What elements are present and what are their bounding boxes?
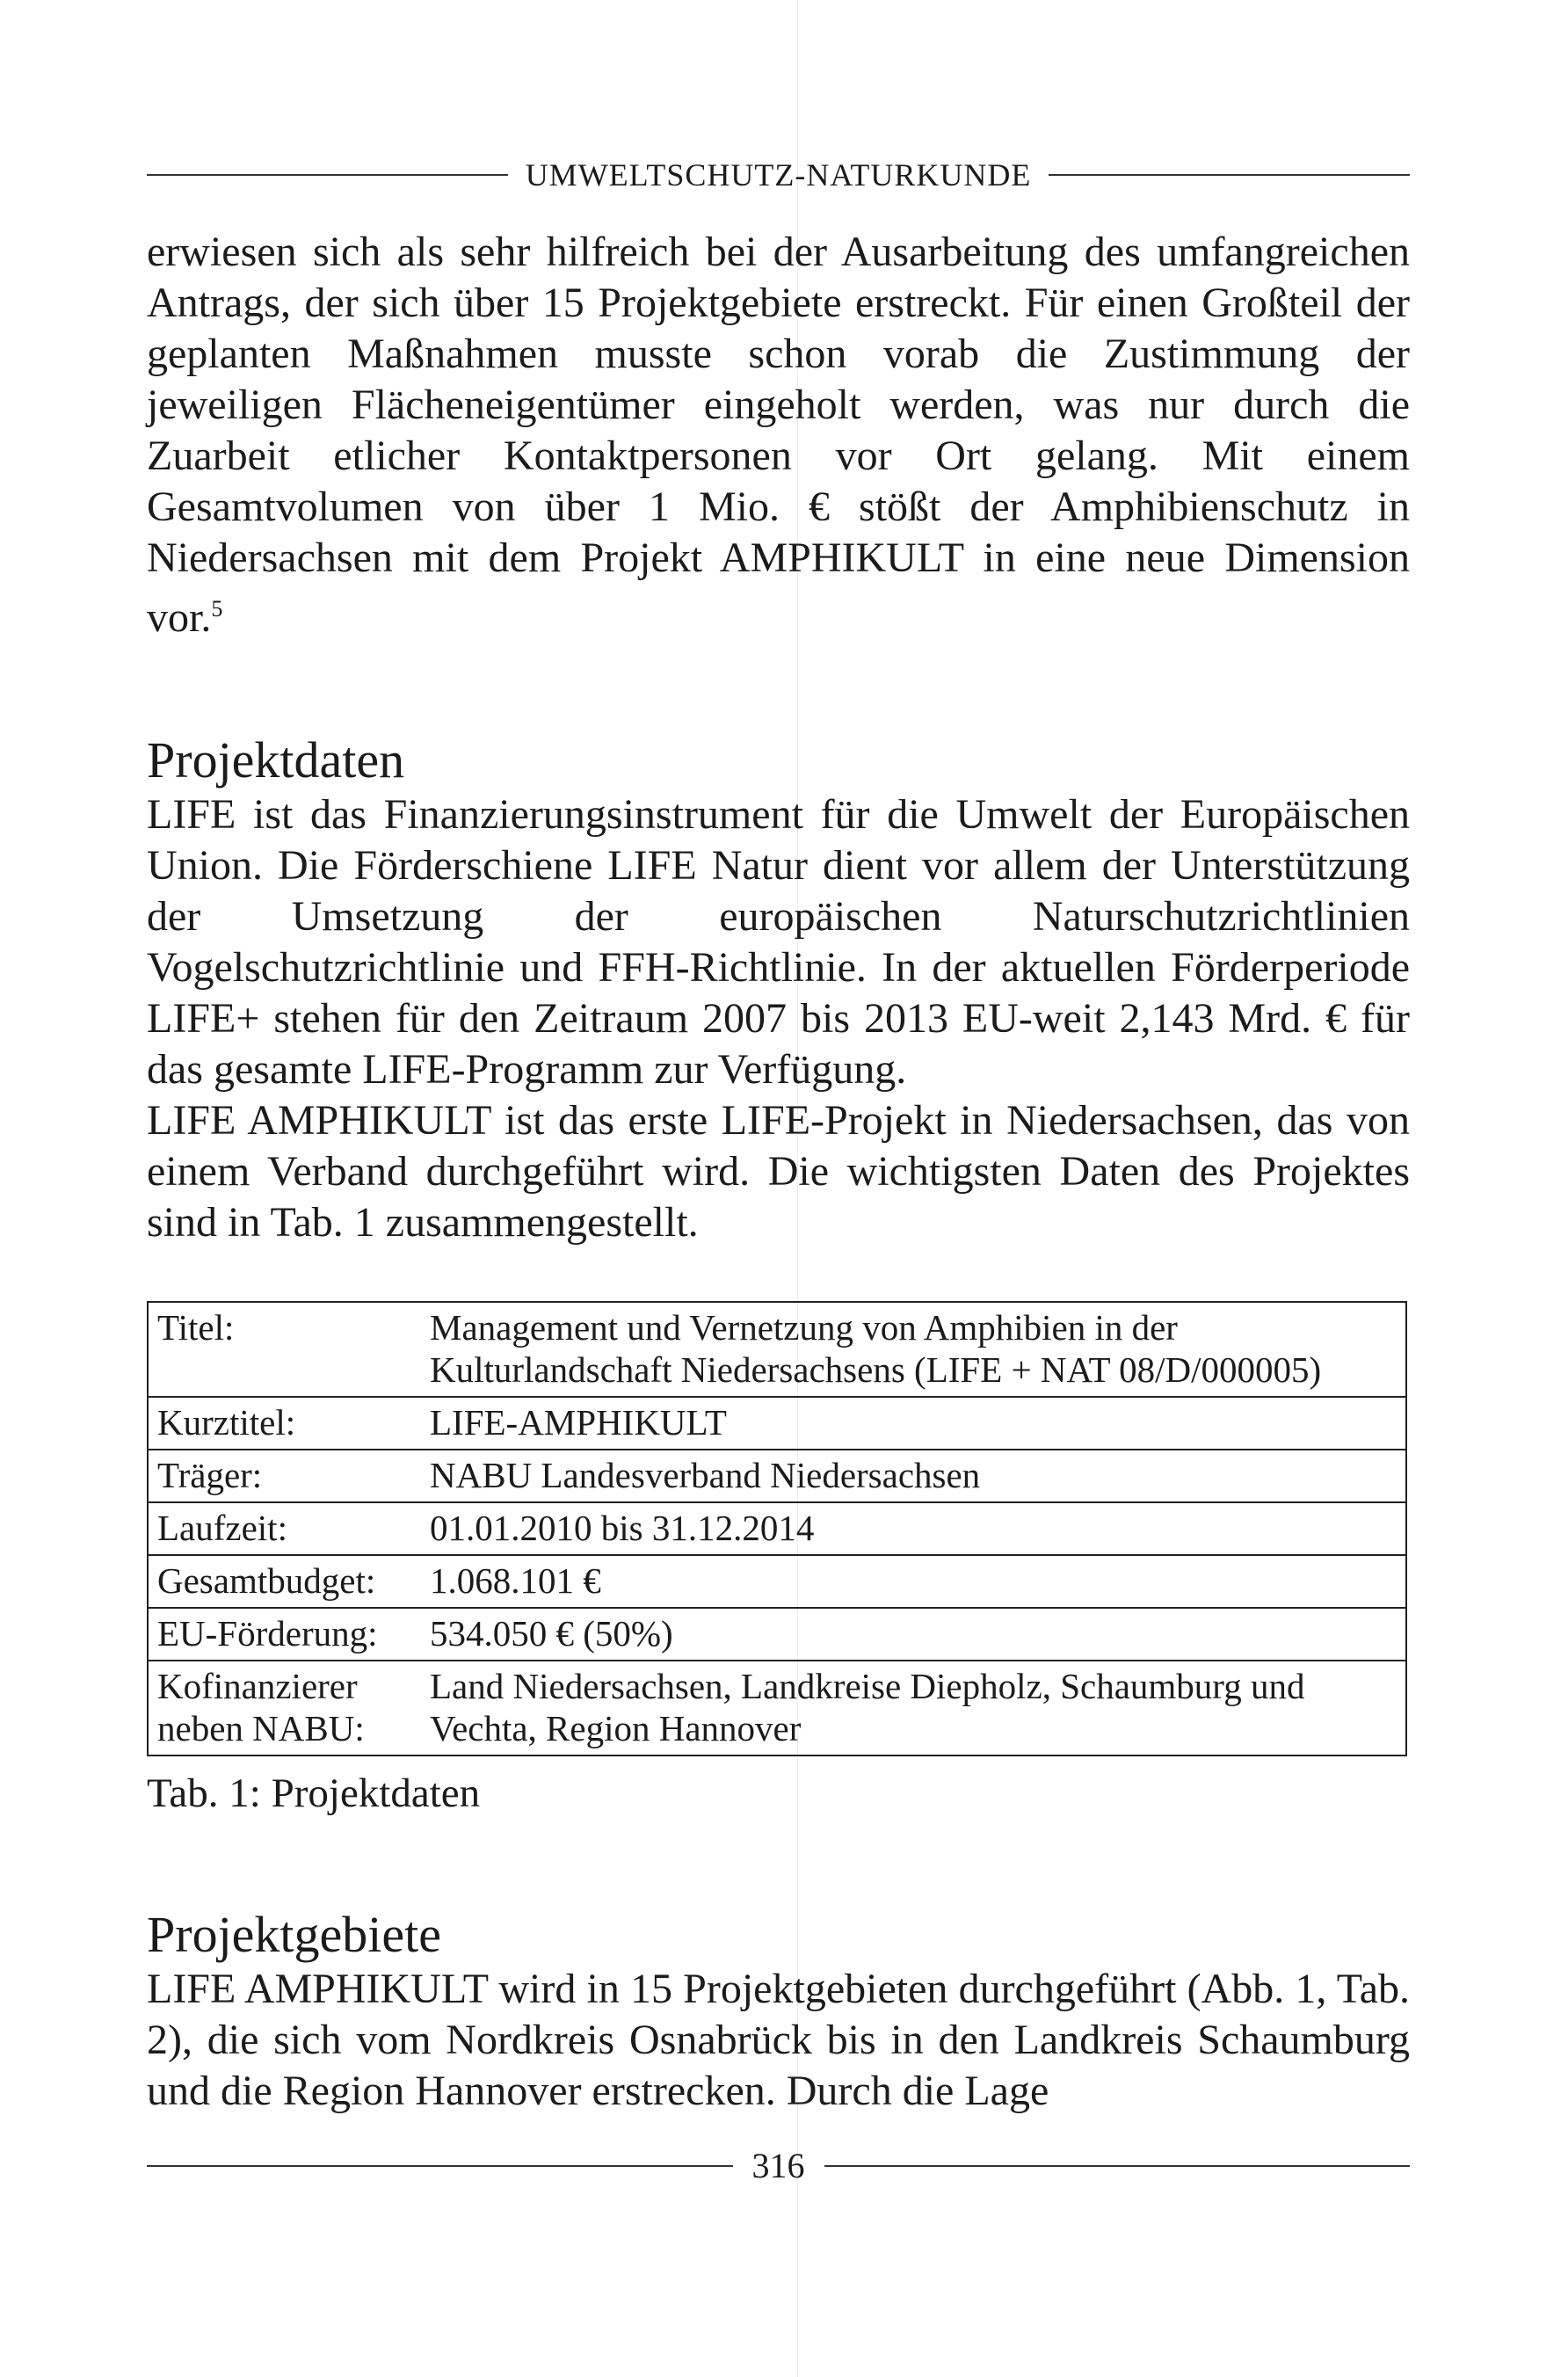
table-caption: Tab. 1: Projektdaten bbox=[147, 1770, 481, 1816]
table-row-label: Titel: bbox=[148, 1302, 421, 1397]
table-row bbox=[148, 1397, 1406, 1450]
intro-paragraph bbox=[147, 227, 1410, 643]
table-row-label: Kofinanzierer neben NABU: bbox=[148, 1661, 421, 1755]
table-row-label: Laufzeit: bbox=[148, 1502, 421, 1555]
table-row-value: LIFE-AMPHIKULT bbox=[421, 1397, 1406, 1450]
table-row-label: Träger: bbox=[148, 1450, 421, 1502]
footer-rule-right bbox=[824, 2165, 1411, 2167]
section-heading-projektgebiete: Projektgebiete bbox=[147, 1906, 442, 1963]
footnote-marker: 5 bbox=[211, 596, 223, 622]
project-data-table bbox=[147, 1301, 1407, 1756]
table-row-label: Kurztitel: bbox=[148, 1397, 421, 1450]
projektdaten-paragraph-1: LIFE ist das Finanzierungsinstrument für die Umwelt der Europäischen Union. Die Förderschiene LIFE Natur dient vor allem der Unterstützung der Umsetzung der europäischen Naturschutzrichtlinien Vogelschutzrichtlinie und FFH-Richtlinie. In der aktuellen Förderperiode LIFE+ stehen für den Zeitraum 2007 bis 2013 EU-weit 2,143 Mrd. € für das gesamte LIFE-Programm zur Verfügung. bbox=[147, 791, 1410, 1093]
page-content bbox=[147, 227, 1410, 2117]
table-row bbox=[148, 1608, 1406, 1661]
section-heading-projektdaten: Projektdaten bbox=[147, 731, 405, 789]
header-rule-right bbox=[1049, 174, 1410, 176]
footer-rule-left bbox=[147, 2165, 733, 2167]
running-header bbox=[147, 156, 1410, 193]
projektdaten-paragraph-2: LIFE AMPHIKULT ist das erste LIFE-Projekt in Niedersachsen, das von einem Verband durchgeführt wird. Die wichtigsten Daten des Projektes sind in Tab. 1 zusammengestellt. bbox=[147, 1097, 1410, 1246]
table-row bbox=[148, 1450, 1406, 1502]
running-title: UMWELTSCHUTZ-NATURKUNDE bbox=[525, 157, 1032, 193]
table-row-value: 534.050 € (50%) bbox=[421, 1608, 1406, 1661]
table-row bbox=[148, 1555, 1406, 1608]
page-number: 316 bbox=[751, 2146, 805, 2185]
table-row-label: Gesamtbudget: bbox=[148, 1555, 421, 1608]
table-row-value: 01.01.2010 bis 31.12.2014 bbox=[421, 1502, 1406, 1555]
table-row bbox=[148, 1502, 1406, 1555]
intro-text: erwiesen sich als sehr hilfreich bei der Ausarbeitung des umfangreichen Antrags, der sich über 15 Projektgebiete erstreckt. Für einen Großteil der geplanten Maßnahmen musste schon vorab die Zustimmung der jeweiligen Flächeneigentümer eingeholt werden, was nur durch die Zuarbeit etlicher Kontaktpersonen vor Ort gelang. Mit einem Gesamtvolumen von über 1 Mio. € stößt der Amphibienschutz in Niedersachsen mit dem Projekt AMPHIKULT in eine neue Dimension vor. bbox=[147, 229, 1410, 641]
table-row-value: NABU Landesverband Niedersachsen bbox=[421, 1450, 1406, 1502]
table-row-label: EU-Förderung: bbox=[148, 1608, 421, 1661]
projektgebiete-paragraph-1: LIFE AMPHIKULT wird in 15 Projektgebieten durchgeführt (Abb. 1, Tab. 2), die sich vom Nordkreis Osnabrück bis in den Landkreis Schaumburg und die Region Hannover erstrecken. Durch die Lage bbox=[147, 1966, 1410, 2114]
table-row-value: Land Niedersachsen, Landkreise Diepholz, Schaumburg und Vechta, Region Hannover bbox=[421, 1661, 1406, 1755]
table-row-value: 1.068.101 € bbox=[421, 1555, 1406, 1608]
header-rule-left bbox=[147, 174, 508, 176]
page-footer bbox=[147, 2145, 1410, 2186]
table-row-value: Management und Vernetzung von Amphibien in der Kulturlandschaft Niedersachsens (LIFE + NAT 08/D/000005) bbox=[421, 1302, 1406, 1397]
table-row bbox=[148, 1661, 1406, 1755]
table-row bbox=[148, 1302, 1406, 1397]
